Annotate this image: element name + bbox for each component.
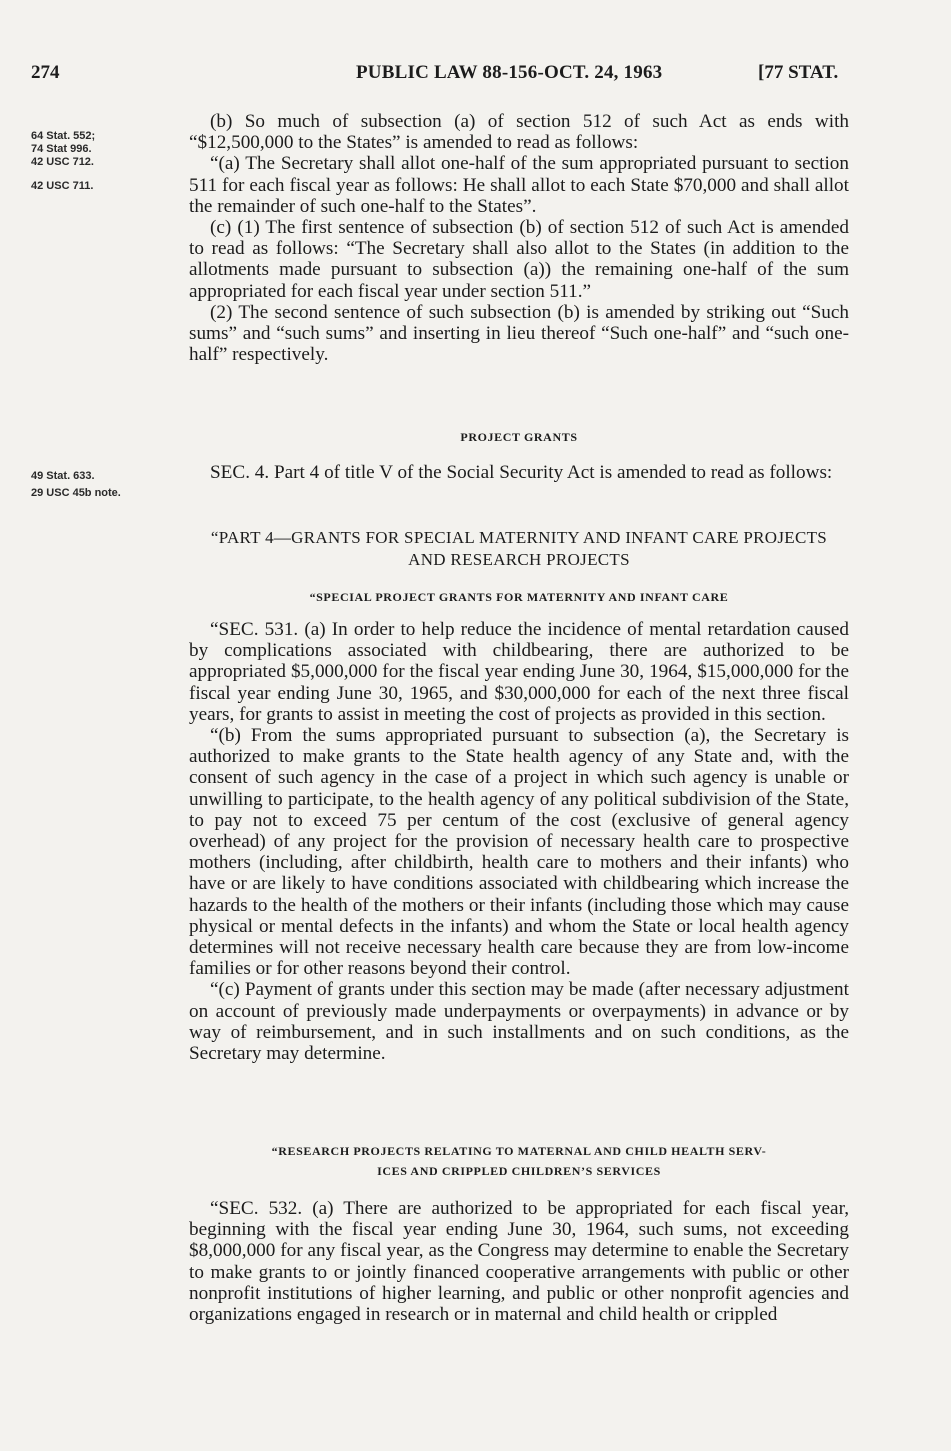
text-block <box>189 462 849 483</box>
header-stat-reference: [77 STAT. <box>758 62 839 83</box>
section-heading: PROJECT GRANTS <box>460 430 578 444</box>
text-block <box>189 1198 849 1325</box>
part-heading-line: AND RESEARCH PROJECTS <box>408 550 630 569</box>
paragraph: “(a) The Secretary shall allot one-half of the sum appropriated pursuant to section 511 for each fiscal year as follows: He shall allot to each State $70,000 and shall allot the remainder of such one-half to the States”. <box>189 153 849 217</box>
paragraph: “SEC. 532. (a) There are authorized to be appropriated for each fiscal year, beginning with the fiscal year ending June 30, 1964, such sums, not exceeding $8,000,000 for any fiscal year, as the Congress may determine to enable the Secretary to make grants to or jointly financed cooperative arrangements with public or other nonprofit institutions of higher learning, and public or other nonprofit agencies and organizations engaged in research or in maternal and child health or crippled <box>189 1198 849 1326</box>
part-heading <box>189 527 849 571</box>
margin-note: 42 USC 711. <box>31 180 94 192</box>
margin-note: 64 Stat. 552; <box>31 130 96 142</box>
margin-note: 74 Stat 996. <box>31 143 92 155</box>
running-header <box>31 62 851 86</box>
paragraph: SEC. 4. Part 4 of title V of the Social Security Act is amended to read as follows: <box>210 462 833 483</box>
paragraph: (2) The second sentence of such subsection (b) is amended by striking out “Such sums” and “such sums” and inserting in lieu thereof “Such one-half” and “such one-half” respectively. <box>189 301 849 366</box>
subsection-heading-line: “RESEARCH PROJECTS RELATING TO MATERNAL AND CHILD HEALTH SERV- <box>271 1144 767 1158</box>
page-number: 274 <box>31 62 60 83</box>
margin-note: 29 USC 45b note. <box>31 487 121 499</box>
header-title: PUBLIC LAW 88-156-OCT. 24, 1963 <box>356 62 663 83</box>
part-heading-line: “PART 4—GRANTS FOR SPECIAL MATERNITY AND INFANT CARE PROJECTS <box>210 528 828 547</box>
subsection-heading <box>189 1141 849 1181</box>
text-block <box>189 619 849 1064</box>
paragraph: (c) (1) The first sentence of subsection (b) of section 512 of such Act is amended to read as follows: “The Secretary shall also allot to the States (in addition to the allotments made pursuant to subsection (a)) the remaining one-half of the sum appropriated for each fiscal year under section 511.” <box>189 217 849 302</box>
paragraph: (b) So much of subsection (a) of section 512 of such Act as ends with “$12,500,000 to the States” is amended to read as follows: <box>189 111 849 154</box>
paragraph: “SEC. 531. (a) In order to help reduce the incidence of mental retardation caused by complications associated with childbearing, there are authorized to be appropriated $5,000,000 for the fiscal year ending June 30, 1964, $15,000,000 for the fiscal year ending June 30, 1965, and $30,000,000 for each of the next three fiscal years, for grants to assist in meeting the cost of projects as provided in this section. <box>189 619 849 725</box>
margin-note: 42 USC 712. <box>31 156 94 168</box>
margin-note: 49 Stat. 633. <box>31 470 95 482</box>
paragraph: “(c) Payment of grants under this section may be made (after necessary adjustment on account of previously made underpayments or overpayments) in advance or by way of reimbursement, and in such installments and on such conditions, as the Secretary may determine. <box>189 979 849 1065</box>
paragraph: “(b) From the sums appropriated pursuant to subsection (a), the Secretary is authorized to make grants to the State health agency of any State and, with the consent of such agency in the case of a project in which such agency is unable or unwilling to participate, to the health agency of any political subdivision of the State, to pay not to exceed 75 per centum of the cost (exclusive of general agency overhead) of any project for the provision of necessary health care to prospective mothers (including, after childbirth, health care to mothers and their infants) who have or are likely to have conditions associated with childbearing which increase the hazards to the health of the mothers or their infants (including those which may cause physical or mental defects in the infants) and whom the State or local health agency determines will not receive necessary health care because they are from low-income families or for other reasons beyond their control. <box>189 725 849 980</box>
text-block <box>189 111 849 365</box>
subsection-heading-line: ICES AND CRIPPLED CHILDREN’S SERVICES <box>377 1164 661 1178</box>
subsection-heading: “SPECIAL PROJECT GRANTS FOR MATERNITY AND INFANT CARE <box>309 590 729 604</box>
